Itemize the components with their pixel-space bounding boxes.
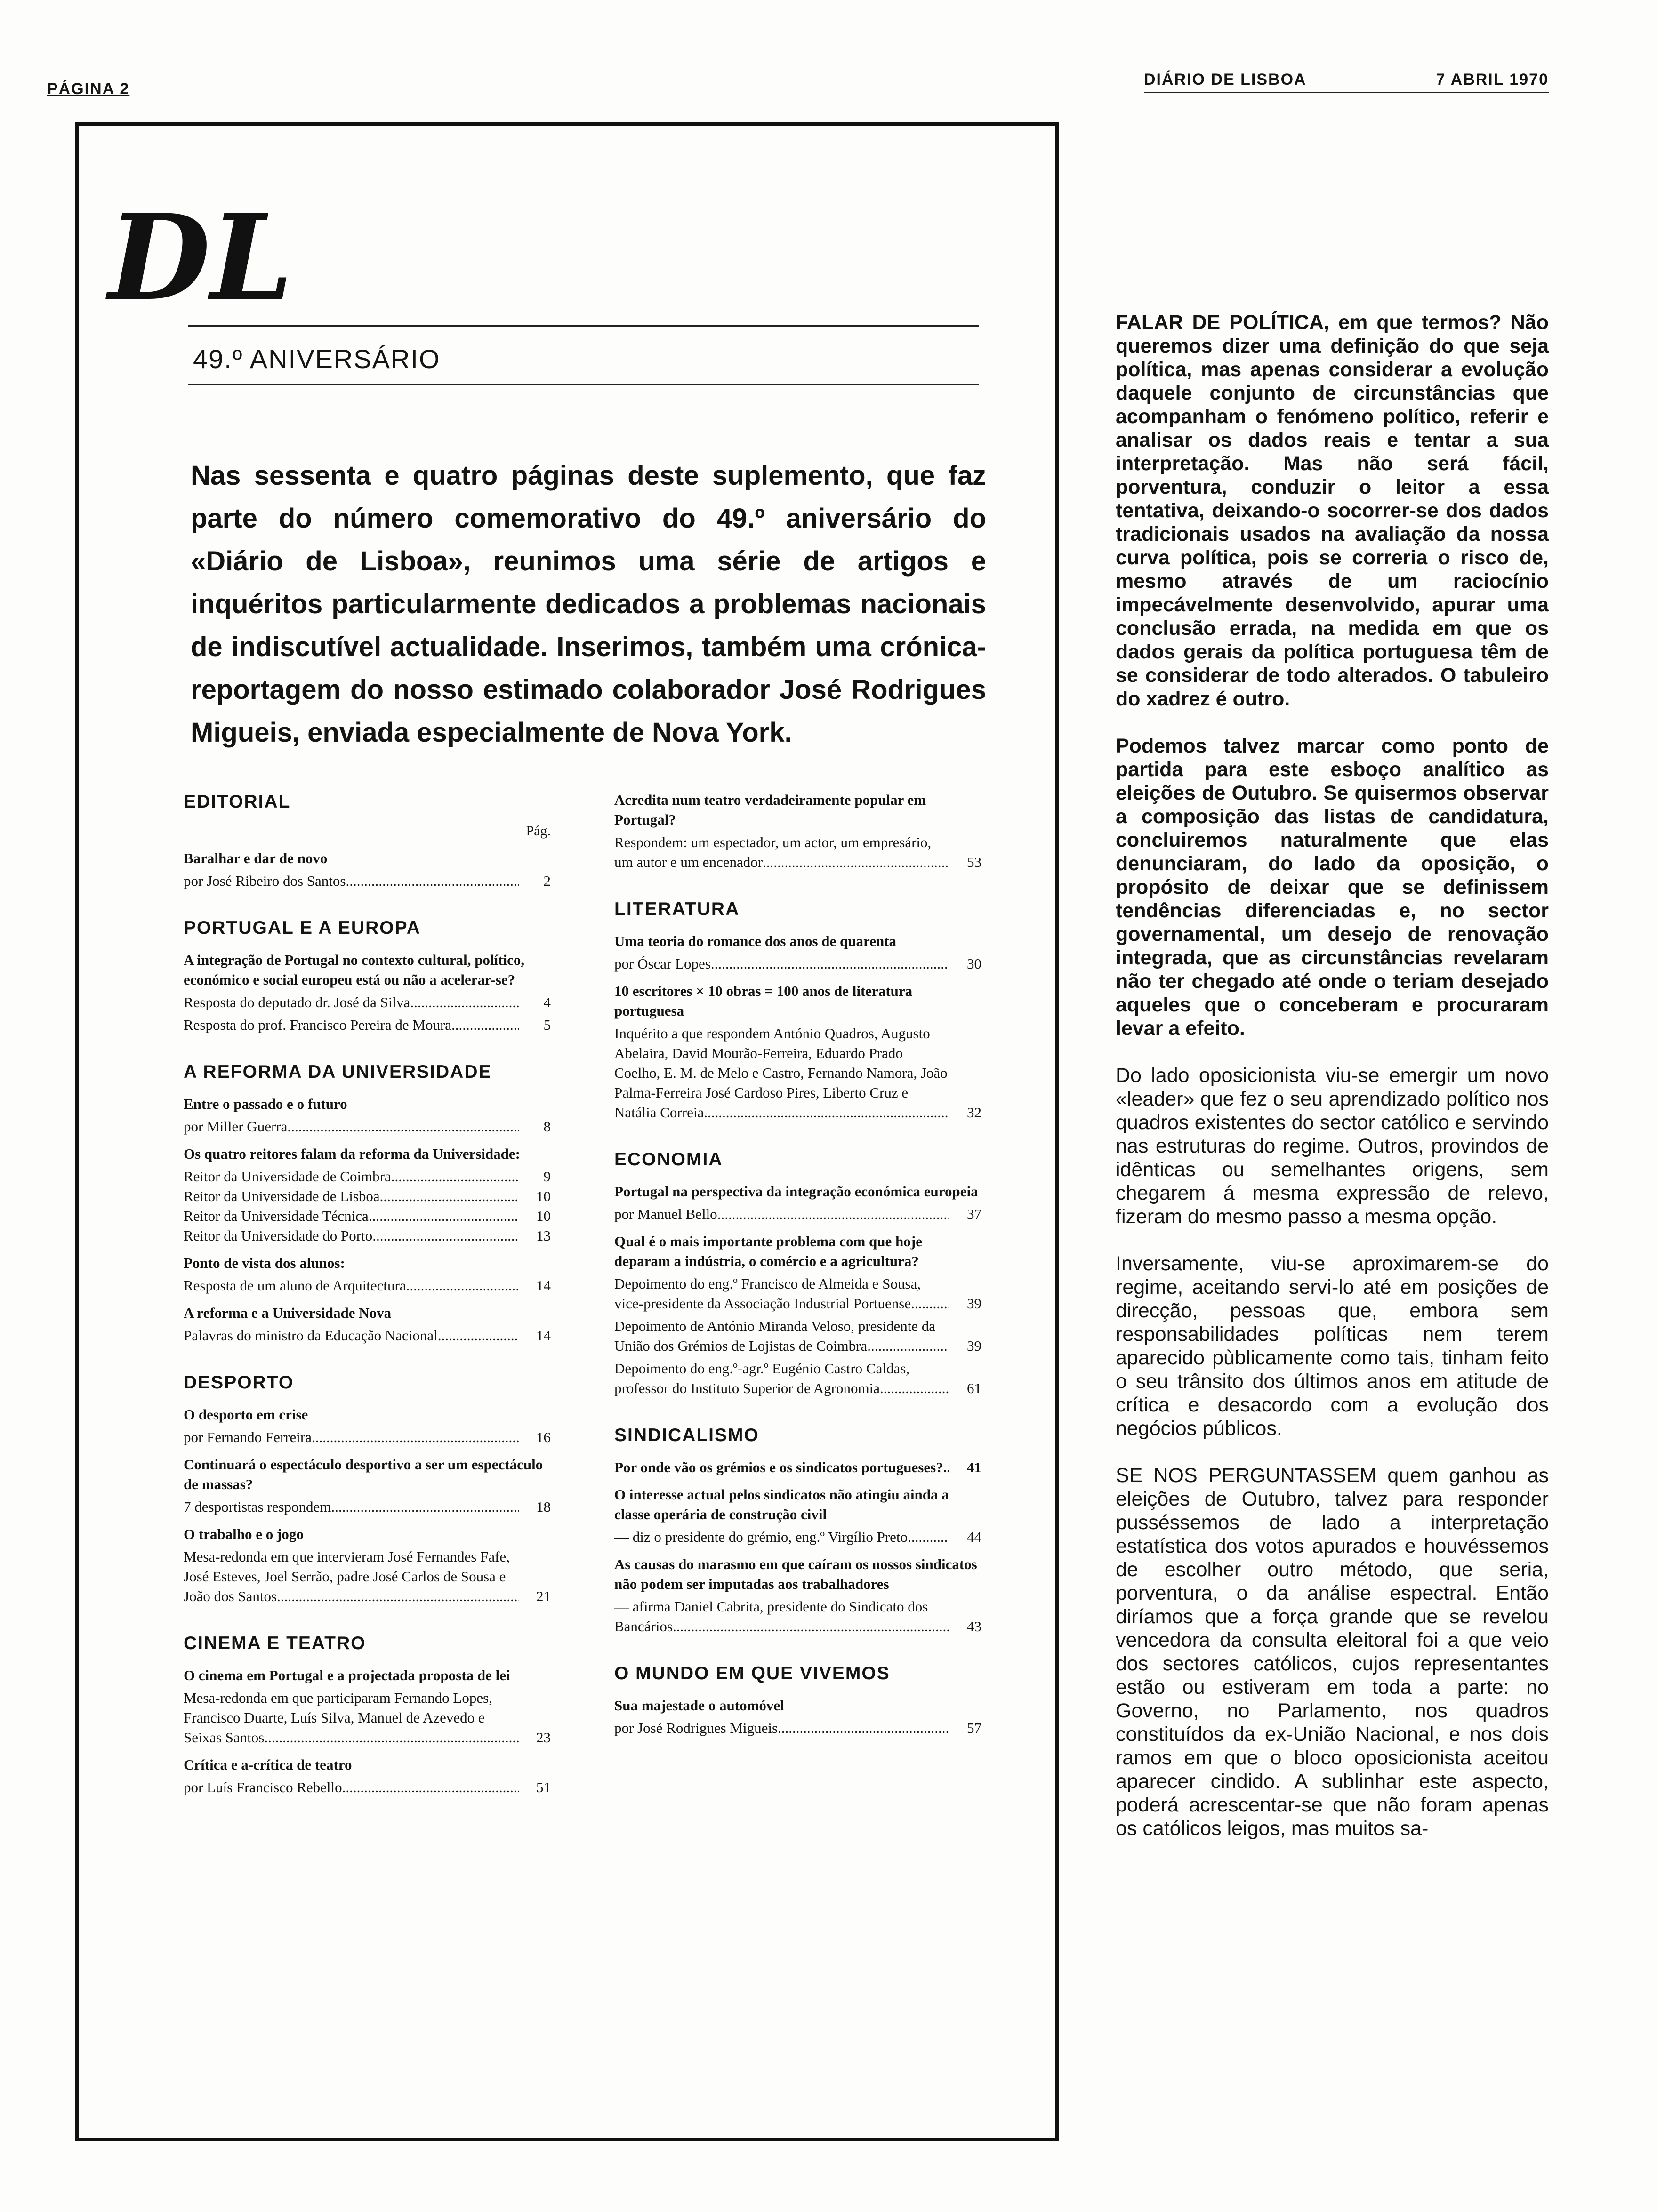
toc-entry: Reitor da Universidade de Coimbra ..... 9 (184, 1167, 551, 1186)
toc-entry: 7 desportistas respondem ..... 18 (184, 1497, 551, 1517)
essay-lead: FALAR DE POLÍTICA, (1116, 311, 1329, 334)
toc-entry: Resposta do deputado dr. José da Silva ..... 4 (184, 993, 551, 1012)
toc-entry: Resposta do prof. Francisco Pereira de Moura ..... 5 (184, 1015, 551, 1035)
toc-entry: por Miller Guerra ..... 8 (184, 1117, 551, 1137)
article-title: O desporto em crise (184, 1406, 308, 1423)
toc-entry: — afirma Daniel Cabrita, presidente do Sindicato dos Bancários ..... 43 (614, 1597, 981, 1636)
dl-logo (104, 198, 301, 320)
essay-paragraph: Do lado oposicionista viu-se emergir um novo «leader» que fez o seu aprendizado político nos quadros existentes do sector católico e servindo nas estruturas do regime. Outros, provindos de idênticas ou semelhantes origens, sem chegarem á mesma expressão de relevo, fizeram do mesmo passo a mesma opção. (1116, 1064, 1549, 1228)
essay-paragraph: Podemos talvez marcar como ponto de partida para este esboço analítico as eleições de Outubro. Se quisermos observar a composição das listas de candidatura, concluiremos naturalmente que elas denunciaram, do lado da oposição, o propósito de deixar que se definissem tendências diferenciadas e, no sector governamental, um desejo de renovação integrada, que as circunstâncias revelaram não ter chegado até onde o teriam desejado aqueles que o conceberam e procuraram levar a efeito. (1116, 735, 1549, 1040)
section-title: EDITORIAL (184, 792, 291, 812)
section-title: LITERATURA (614, 899, 740, 919)
section-title: CINEMA E TEATRO (184, 1633, 366, 1653)
article-title: Crítica e a-crítica de teatro (184, 1756, 352, 1773)
article-title: O trabalho e o jogo (184, 1526, 304, 1542)
toc-left-column (184, 784, 551, 1800)
section-title: PORTUGAL E A EUROPA (184, 918, 421, 938)
essay-column (1116, 311, 1549, 1864)
toc-entry: Respondem: um espectador, um actor, um empresário, um autor e um encenador ..... 53 (614, 833, 981, 872)
article-title: Uma teoria do romance dos anos de quarenta (614, 933, 897, 949)
toc-entry: — diz o presidente do grémio, eng.º Virgílio Preto ..... 44 (614, 1527, 981, 1547)
article-title: Continuará o espectáculo desportivo a ser um espectáculo de massas? (184, 1456, 543, 1492)
section-title: DESPORTO (184, 1372, 294, 1393)
article-title: O interesse actual pelos sindicatos não atingiu ainda a classe operária de construção civil (614, 1486, 949, 1523)
toc-entry: Por onde vão os grémios e os sindicatos portugueses? ..... 41 (614, 1458, 981, 1477)
article-title: Qual é o mais importante problema com que hoje deparam a indústria, o comércio e a agricultura? (614, 1233, 922, 1269)
rule-top (188, 325, 979, 327)
article-title: 10 escritores × 10 obras = 100 anos de literatura portuguesa (614, 983, 913, 1019)
article-title: Os quatro reitores falam da reforma da Universidade: (184, 1146, 520, 1162)
essay-paragraph: Inversamente, viu-se aproximarem-se do regime, aceitando servi-lo até em posições de direcção, pessoas que, embora sem responsabilidades políticas nem terem aparecido pùblicamente como tais, tinham feito o seu trânsito dos últimos anos em atitude de crítica e desacordo com a evolução dos negócios públicos. (1116, 1252, 1549, 1440)
issue-date: 7 ABRIL 1970 (1436, 71, 1549, 88)
article-title: A integração de Portugal no contexto cultural, político, económico e social europeu está ou não a acelerar-se? (184, 952, 525, 988)
logo-text: DL (108, 198, 293, 320)
toc-entry: Mesa-redonda em que participaram Fernando Lopes, Francisco Duarte, Luís Silva, Manuel de Azevedo e Seixas Santos ..... 23 (184, 1688, 551, 1747)
article-title: Acredita num teatro verdadeiramente popular em Portugal? (614, 792, 926, 828)
article-title: As causas do marasmo em que caíram os nossos sindicatos não podem ser imputadas aos trabalhadores (614, 1556, 977, 1592)
toc-entry: por José Ribeiro dos Santos ..... 2 (184, 871, 551, 891)
essay-paragraph: FALAR DE POLÍTICA, em que termos? Não queremos dizer uma definição do que seja política, mas apenas considerar a evolução daquele conjunto de circunstâncias que acompanham o fenómeno político, referir e analisar os dados reais e tentar a sua interpretação. Mas não será fácil, porventura, conduzir o leitor a essa tentativa, deixando-o socorrer-se dos dados tradicionais usados na avaliação da nossa curva política, pois se correria o risco de, mesmo através de um raciocínio impecávelmente desenvolvido, apurar uma conclusão errada, na medida em que os dados gerais da política portuguesa têm de se considerar de todo alterados. O tabuleiro do xadrez é outro. (1116, 311, 1549, 710)
article-title: Entre o passado e o futuro (184, 1096, 347, 1112)
toc-entry: Depoimento do eng.º Francisco de Almeida e Sousa, vice-presidente da Associação Industrial Portuense ..... 39 (614, 1274, 981, 1314)
toc-entry: Reitor da Universidade de Lisboa ..... 10 (184, 1186, 551, 1206)
essay-paragraph: SE NOS PERGUNTASSEM quem ganhou as eleições de Outubro, talvez para responder pusséssemos de lado a interpretação estatística dos votos apurados e houvéssemos de escolher outro método, que seria, porventura, o da análise espectral. Então diríamos que a força grande que se revelou vencedora da consulta eleitoral foi a que veio dos sectores católicos, cujos representantes estão ou estiveram em toda a parte: no Governo, no Parlamento, nos quadros constituídos da ex-União Nacional, e nos dois ramos em que o bloco oposicionista aceitou aparecer cindido. A sublinhar este aspecto, poderá acrescentar-se que não foram apenas os católicos leigos, mas muitos sa- (1116, 1464, 1549, 1840)
article-title: Baralhar e dar de novo (184, 850, 328, 866)
toc-entry: Reitor da Universidade do Porto ..... 13 (184, 1226, 551, 1246)
page-label: PÁGINA 2 (47, 80, 130, 98)
toc-entry: Inquérito a que respondem António Quadros, Augusto Abelaira, David Mourão-Ferreira, Eduardo Prado Coelho, E. M. de Melo e Castro, Fernando Namora, João Palma-Ferreira José Cardoso Pires, Liberto Cruz e Natália Correia ..... 32 (614, 1024, 981, 1122)
article-title: Portugal na perspectiva da integração económica europeia (614, 1183, 978, 1200)
section-title: SINDICALISMO (614, 1425, 759, 1445)
intro-paragraph: Nas sessenta e quatro páginas deste suplemento, que faz parte do número comemorativo do 49.º aniversário do «Diário de Lisboa», reunimos uma série de artigos e inquéritos particularmente dedicados a problemas nacionais de indiscutível actualidade. Inserimos, também uma crónica-reportagem do nosso estimado colaborador José Rodrigues Migueis, enviada especialmente de Nova York. (191, 460, 986, 748)
rule-bottom (188, 384, 979, 385)
toc-entry: por Fernando Ferreira ..... 16 (184, 1427, 551, 1447)
toc-entry: por Óscar Lopes ..... 30 (614, 954, 981, 974)
toc-entry: por José Rodrigues Migueis ..... 57 (614, 1718, 981, 1738)
toc-entry: Depoimento de António Miranda Veloso, presidente da União dos Grémios de Lojistas de Coimbra ..... 39 (614, 1316, 981, 1356)
newspaper-header (1144, 71, 1549, 93)
section-title: O MUNDO EM QUE VIVEMOS (614, 1663, 890, 1683)
section-title: A REFORMA DA UNIVERSIDADE (184, 1062, 492, 1082)
toc-entry: por Luís Francisco Rebello ..... 51 (184, 1778, 551, 1797)
toc-entry: por Manuel Bello ..... 37 (614, 1204, 981, 1224)
article-title: O cinema em Portugal e a projectada proposta de lei (184, 1667, 510, 1683)
article-title: Ponto de vista dos alunos: (184, 1255, 345, 1271)
toc-right-column (614, 784, 981, 1741)
toc-entry: Reitor da Universidade Técnica ..... 10 (184, 1206, 551, 1226)
toc-entry: Depoimento do eng.º-agr.º Eugénio Castro Caldas, professor do Instituto Superior de Agronomia ..... 61 (614, 1359, 981, 1398)
paper-name: DIÁRIO DE LISBOA (1144, 71, 1307, 88)
toc-entry: Resposta de um aluno de Arquitectura ..... 14 (184, 1276, 551, 1296)
section-title: ECONOMIA (614, 1149, 723, 1170)
toc-entry: Mesa-redonda em que intervieram José Fernandes Fafe, José Esteves, Joel Serrão, padre José Carlos de Sousa e João dos Santos ..... 21 (184, 1547, 551, 1606)
article-title: A reforma e a Universidade Nova (184, 1305, 392, 1321)
anniversary-title: 49.º ANIVERSÁRIO (193, 344, 441, 374)
page-column-label: Pág. (526, 823, 551, 839)
toc-entry: Palavras do ministro da Educação Nacional ..... 14 (184, 1326, 551, 1346)
article-title: Sua majestade o automóvel (614, 1697, 784, 1714)
